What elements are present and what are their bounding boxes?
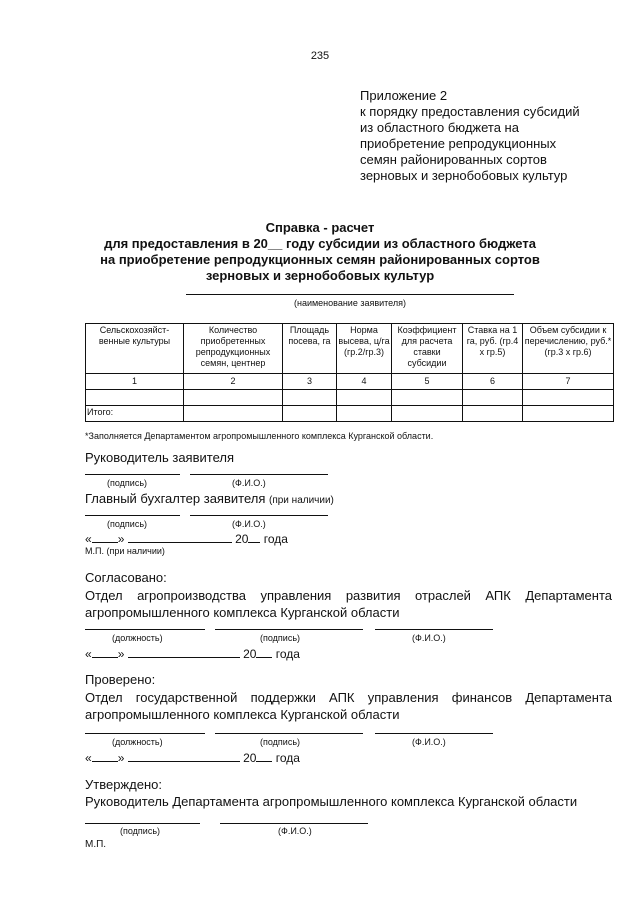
appendix-line: Приложение 2 — [360, 88, 448, 103]
table-number-cell: 6 — [463, 374, 523, 390]
appendix-line: семян районированных сортов — [360, 152, 547, 167]
approved-text: Руководитель Департамента агропромышленного комплекса Курганской области — [85, 794, 578, 809]
day-blank — [92, 750, 118, 762]
table-total-row — [86, 406, 614, 422]
table-header-cell: Сельскохозяйст-венные культуры — [86, 324, 184, 374]
year-blank — [256, 750, 272, 762]
month-blank — [128, 646, 240, 658]
page-number: 235 — [310, 50, 330, 62]
appendix-line: приобретение репродукционных — [360, 136, 557, 151]
calculation-table — [85, 323, 614, 422]
month-blank — [128, 750, 240, 762]
title-line: зерновых и зернобобовых культур — [205, 268, 435, 283]
year-blank — [256, 646, 272, 658]
checked-sign-line — [215, 733, 363, 734]
appendix-line: из областного бюджета на — [360, 120, 519, 135]
table-header-cell: Норма высева, ц/га (гр.2/гр.3) — [337, 324, 392, 374]
checked-position-line — [85, 733, 205, 734]
head-sign-caption: (подпись) — [107, 478, 148, 488]
agreed-date — [85, 646, 300, 661]
document-title — [0, 220, 640, 284]
title-line: Справка - расчет — [265, 220, 375, 235]
date-close-quote: » — [117, 532, 125, 546]
agreed-sign-line — [215, 629, 363, 630]
agreed-fio-caption: (Ф.И.О.) — [412, 633, 446, 643]
agreed-text: Отдел агропроизводства управления развития отраслей АПК Департамента агропромышленного комплекса Курганской области — [85, 588, 612, 620]
checked-title: Проверено: — [85, 672, 156, 687]
table-cell — [463, 406, 523, 422]
date-open-quote: « — [85, 647, 92, 661]
head-applicant-title: Руководитель заявителя — [85, 450, 234, 465]
head-fio-caption: (Ф.И.О.) — [232, 478, 266, 488]
table-header-cell: Площадь посева, га — [283, 324, 337, 374]
agreed-position-caption: (должность) — [112, 633, 163, 643]
table-number-cell: 1 — [86, 374, 184, 390]
head-sign-line — [85, 474, 180, 475]
table-header-cell: Объем субсидии к перечислению, руб.* (гр.3 х гр.6) — [523, 324, 614, 374]
table-cell — [184, 406, 283, 422]
day-blank — [92, 531, 118, 543]
title-line: для предоставления в 20__ году субсидии из областного бюджета — [104, 236, 536, 251]
agreed-title: Согласовано: — [85, 570, 167, 585]
approved-fio-line — [220, 823, 368, 824]
table-number-cell: 3 — [283, 374, 337, 390]
year-blank — [248, 531, 260, 543]
table-cell — [523, 390, 614, 406]
approved-sign-line — [85, 823, 200, 824]
year-prefix: 20 — [243, 751, 257, 765]
checked-fio-caption: (Ф.И.О.) — [412, 737, 446, 747]
checked-sign-caption: (подпись) — [260, 737, 301, 747]
date-close-quote: » — [117, 647, 125, 661]
table-cell — [392, 390, 463, 406]
applicant-name-caption: (наименование заявителя) — [293, 298, 407, 308]
accountant-stamp: М.П. (при наличии) — [85, 546, 165, 556]
table-number-cell: 7 — [523, 374, 614, 390]
year-suffix: года — [275, 751, 300, 765]
table-number-cell: 4 — [337, 374, 392, 390]
table-header-row — [86, 324, 614, 374]
approved-sign-caption: (подпись) — [120, 826, 161, 836]
table-cell — [86, 390, 184, 406]
accountant-date — [85, 531, 288, 546]
accountant-fio-caption: (Ф.И.О.) — [232, 519, 266, 529]
date-open-quote: « — [85, 751, 92, 765]
agreed-fio-line — [375, 629, 493, 630]
checked-text: Отдел государственной поддержки АПК управления финансов Департамента агропромышленного комплекса Курганской области — [85, 690, 612, 722]
chief-accountant-note: (при наличии) — [269, 495, 334, 506]
accountant-sign-line — [85, 515, 180, 516]
chief-accountant-label: Главный бухгалтер заявителя — [85, 491, 266, 506]
title-line: на приобретение репродукционных семян районированных сортов — [100, 252, 540, 267]
agreed-position-line — [85, 629, 205, 630]
date-close-quote: » — [117, 751, 125, 765]
agreed-sign-caption: (подпись) — [260, 633, 301, 643]
table-cell — [337, 406, 392, 422]
checked-fio-line — [375, 733, 493, 734]
month-blank — [128, 531, 232, 543]
checked-position-caption: (должность) — [112, 737, 163, 747]
day-blank — [92, 646, 118, 658]
accountant-fio-line — [190, 515, 328, 516]
table-cell — [184, 390, 283, 406]
date-open-quote: « — [85, 532, 92, 546]
approved-title: Утверждено: — [85, 777, 162, 792]
table-number-row — [86, 374, 614, 390]
applicant-name-line — [186, 294, 514, 295]
table-cell — [337, 390, 392, 406]
year-suffix: года — [275, 647, 300, 661]
table-row — [86, 390, 614, 406]
table-header-cell: Ставка на 1 га, руб. (гр.4 х гр.5) — [463, 324, 523, 374]
chief-accountant-title — [85, 491, 334, 506]
table-number-cell: 2 — [184, 374, 283, 390]
year-prefix: 20 — [235, 532, 249, 546]
table-cell — [392, 406, 463, 422]
appendix-line: зерновых и зернобобовых культур — [360, 168, 568, 183]
table-total-label: Итого: — [86, 406, 184, 422]
table-cell — [283, 390, 337, 406]
table-header-cell: Коэффициент для расчета ставки субсидии — [392, 324, 463, 374]
approved-fio-caption: (Ф.И.О.) — [278, 826, 312, 836]
table-cell — [283, 406, 337, 422]
table-header-cell: Количество приобретенных репродукционных семян, центнер — [184, 324, 283, 374]
checked-date — [85, 750, 300, 765]
table-number-cell: 5 — [392, 374, 463, 390]
year-prefix: 20 — [243, 647, 257, 661]
year-suffix: года — [263, 532, 288, 546]
appendix-header — [360, 88, 620, 184]
appendix-line: к порядку предоставления субсидий — [360, 104, 580, 119]
head-fio-line — [190, 474, 328, 475]
table-cell — [463, 390, 523, 406]
approved-stamp: М.П. — [85, 839, 107, 850]
accountant-sign-caption: (подпись) — [107, 519, 148, 529]
table-cell — [523, 406, 614, 422]
table-footnote: *Заполняется Департаментом агропромышленного комплекса Курганской области. — [85, 431, 434, 441]
